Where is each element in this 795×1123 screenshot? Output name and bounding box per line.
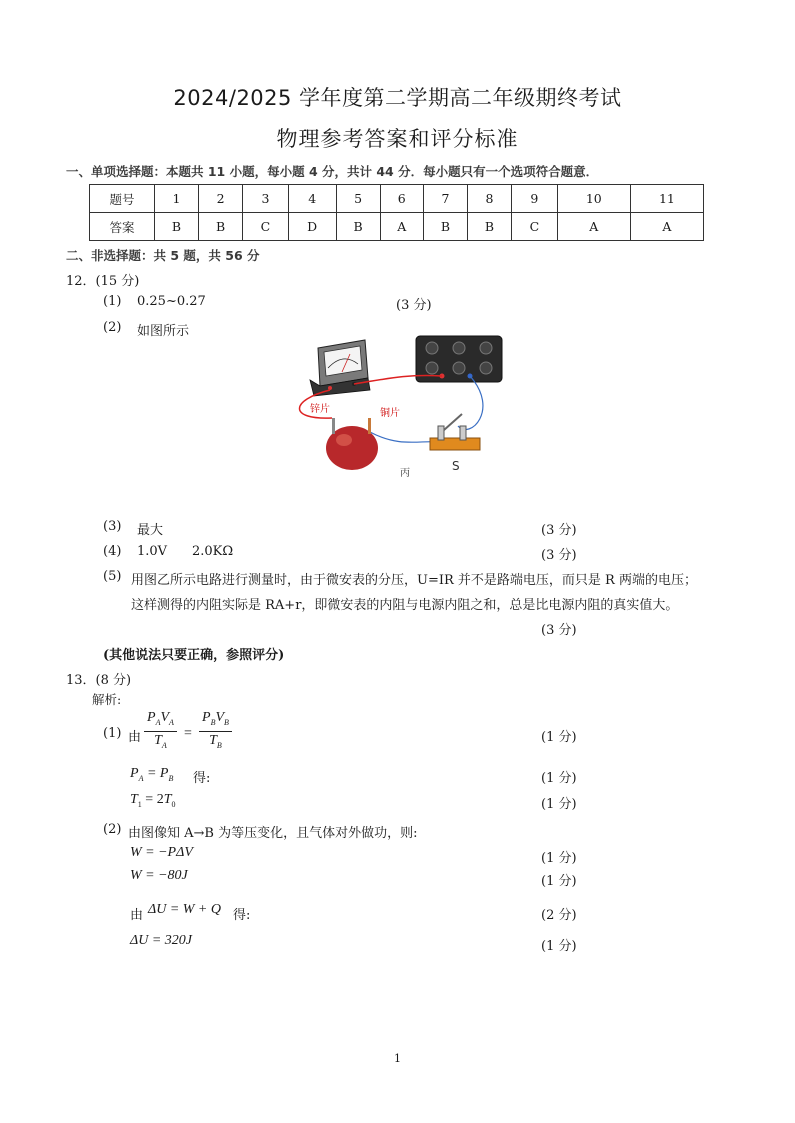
q12-part3-number: (3)	[103, 519, 122, 534]
table-cell: B	[336, 213, 380, 241]
q12-part3-answer: 最大	[137, 523, 164, 538]
q13-eq2-score: (1 分)	[541, 771, 577, 786]
q13-eq1-score: (1 分)	[541, 730, 577, 745]
q13-equation5: W = −80J	[130, 868, 188, 883]
page-title: 2024/2025 学年度第二学期高二年级期终考试	[173, 86, 622, 110]
microammeter-icon	[310, 340, 370, 396]
q13-label: 13．(8 分)	[66, 673, 132, 688]
q12-part5-line2: 这样测得的内阻实际是 RA+r，即微安表的内阻与电源内阻之和，总是比电源内阻的真实值大。	[131, 598, 679, 613]
q12-part1-number: (1)	[103, 294, 122, 309]
table-cell: 5	[336, 185, 380, 213]
zinc-label: 锌片	[310, 404, 330, 415]
q13-eq6-suffix: 得:	[233, 908, 251, 923]
q12-part5-line1: 用图乙所示电路进行测量时，由于微安表的分压，U=IR 并不是路端电压，而只是 R 两端的电压；	[131, 573, 697, 588]
table-cell: 8	[467, 185, 511, 213]
table-cell: C	[243, 213, 289, 241]
table-header-cell: 题号	[90, 185, 155, 213]
table-cell: B	[423, 213, 467, 241]
fraction-left: $\frac{P_AV_A}{T_A}$	[144, 710, 177, 755]
table-cell: B	[155, 213, 199, 241]
table-cell: 9	[512, 185, 558, 213]
page-number: 1	[394, 1052, 401, 1065]
table-cell: A	[630, 213, 703, 241]
table-cell: 1	[155, 185, 199, 213]
switch-label: S	[452, 459, 460, 473]
q13-equation4: W = −PΔV	[130, 845, 193, 860]
q12-part4-answer-a: 1.0V	[137, 544, 168, 559]
q13-equation7: ΔU = 320J	[130, 933, 192, 948]
table-cell: C	[512, 213, 558, 241]
table-cell: A	[557, 213, 630, 241]
figure-caption: 丙	[400, 468, 410, 479]
table-row-numbers	[90, 185, 704, 213]
q13-eq5-score: (1 分)	[541, 874, 577, 889]
table-cell: B	[199, 213, 243, 241]
circuit-figure	[270, 330, 530, 490]
q12-part2-answer: 如图所示	[137, 324, 190, 339]
q12-part4-number: (4)	[103, 544, 122, 559]
q13-part2-number: (2)	[103, 822, 122, 837]
table-cell: B	[467, 213, 511, 241]
q13-equation2: $P_A = P_B$	[130, 766, 174, 783]
q12-part4-answer-b: 2.0KΩ	[192, 544, 234, 559]
table-row-answers	[90, 213, 704, 241]
answer-table	[89, 184, 704, 241]
q13-equation3: $T_1 = 2T_0$	[130, 792, 176, 809]
q12-label: 12．(15 分)	[66, 274, 140, 289]
table-cell: 11	[630, 185, 703, 213]
copper-label: 铜片	[380, 408, 400, 419]
q13-eq6-score: (2 分)	[541, 908, 577, 923]
table-cell: 7	[423, 185, 467, 213]
q13-eq6-prefix: 由	[130, 908, 144, 923]
q12-part1-score: (3 分)	[396, 298, 432, 313]
section2-heading: 二、非选择题：共 5 题，共 56 分	[66, 248, 260, 263]
apple-battery-icon	[326, 418, 378, 470]
table-header-cell: 答案	[90, 213, 155, 241]
q12-part1-answer: 0.25~0.27	[137, 294, 206, 309]
q13-eq3-score: (1 分)	[541, 797, 577, 812]
table-cell: 10	[557, 185, 630, 213]
table-cell: 6	[380, 185, 423, 213]
q13-eq7-score: (1 分)	[541, 939, 577, 954]
q13-part1-prefix: 由	[128, 730, 142, 745]
q13-equation1: $\frac{P_AV_A}{T_A}$ = $\frac{P_BV_B}{T_B}$	[144, 710, 232, 755]
table-cell: 3	[243, 185, 289, 213]
q12-part3-score: (3 分)	[541, 523, 577, 538]
section1-heading: 一、单项选择题：本题共 11 小题，每小题 4 分，共计 44 分．每小题只有一个选项符合题意．	[66, 164, 599, 179]
q12-part2-number: (2)	[103, 320, 122, 335]
q13-eq2-suffix: 得:	[193, 771, 211, 786]
q13-part2-text: 由图像知 A→B 为等压变化，且气体对外做功，则:	[128, 826, 418, 841]
q12-part5-score: (3 分)	[541, 623, 577, 638]
switch-icon	[430, 414, 480, 450]
q13-eq4-score: (1 分)	[541, 851, 577, 866]
q13-analysis-label: 解析:	[92, 692, 122, 707]
table-cell: A	[380, 213, 423, 241]
table-cell: D	[288, 213, 336, 241]
table-cell: 2	[199, 185, 243, 213]
table-cell: 4	[288, 185, 336, 213]
page-subtitle: 物理参考答案和评分标准	[276, 127, 519, 151]
fraction-right: $\frac{P_BV_B}{T_B}$	[199, 710, 232, 755]
q12-note: (其他说法只要正确，参照评分)	[103, 648, 285, 663]
q12-part4-score: (3 分)	[541, 548, 577, 563]
q12-part5-number: (5)	[103, 569, 122, 584]
q13-equation6: ΔU = W + Q	[148, 902, 221, 917]
q13-part1-number: (1)	[103, 726, 122, 741]
